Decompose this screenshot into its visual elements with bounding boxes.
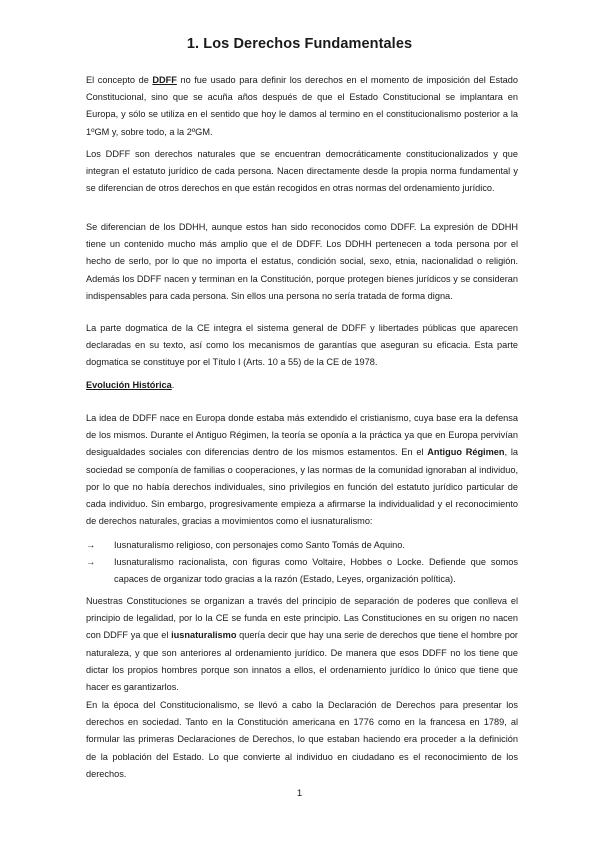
paragraph-text: , la sociedad se componía de familias o cooperaciones, y las normas de la comunidad ignoraban al individuo, por lo que no había derechos individuales, sino privilegios en función del estatuto jurídico particular de cada individuo. Sin embargo, progresivamente empieza a afirmarse la individualidad y el reconocimiento de derechos naturales, gracias a movimientos como el iusnaturalismo: [86,447,518,527]
paragraph-ddff-concept [86,72,518,141]
paragraph-text: no fue usado para definir los derechos en el momento de imposición del Estado Constitucional, sino que se acuña años después de que el Estado Constitucional se implantara en Europa, y sólo se utiliza en el sentido que hoy le damos al termino en el constitucionalismo posterior a la 1ºGM y, sobre todo, a la 2ºGM. [86,75,518,137]
paragraph-separation-of-powers [86,593,518,696]
paragraph-text: El concepto de [86,75,153,85]
section-heading [86,377,174,394]
section-heading-suffix: . [171,380,175,390]
paragraph-text: La idea de DDFF nace en Europa donde estaba más extendido el cristianismo, cuya base era la defensa de los mismos. Durante el Antiguo Régimen, la teoría se oponía a la práctica ya que en Europa pervivían desigualdades sociales con diferencias dentro de los mismos estamentos. En el [86,413,518,458]
bold-term-antiguo-regimen: Antiguo Régimen [427,447,505,458]
ddff-term: DDFF [152,75,177,85]
paragraph-historical-origin [86,410,518,530]
section-heading-title: Evolución Histórica [86,380,172,390]
list-item-text: Iusnaturalismo racionalista, con figuras como Voltaire, Hobbes o Locke. Defiende que somos capaces de organizar todo gracias a la razón (Estado, Leyes, organización política). [114,557,518,585]
list-item [86,554,518,588]
page-number: 1 [296,788,303,799]
paragraph-text: Nuestras Constituciones se organizan a través del principio de separación de poderes que conlleva el principio de legalidad, por lo la CE se funda en este principio. Las Constituciones en su origen no nacen con DDFF ya que el [86,596,518,641]
arrow-right-icon: → [86,540,96,550]
bold-term-iusnaturalismo: iusnaturalismo [171,630,237,641]
paragraph-ddff-definition: Los DDFF son derechos naturales que se encuentran democráticamente constitucionalizados y que integran el estatuto jurídico de cada persona. Nacen directamente desde la propia norma fundamental y se diferencian de otros derechos en que están recogidos en otras normas del ordenamiento jurídico. [86,149,518,194]
list-item-text: Iusnaturalismo religioso, con personajes como Santo Tomás de Aquino. [114,540,405,550]
paragraph-constitutionalism: En la época del Constitucionalismo, se llevó a cabo la Declaración de Derechos para presentar los derechos en sociedad. Tanto en la Constitución americana en 1776 como en la francesa en 1789, al formular las primeras Declaraciones de Derechos, lo que estaban haciendo era proceder a la definición de la población del Estado. Lo que convierte al individuo en ciudadano es el reconocimiento de los derechos. [86,700,518,779]
paragraph-text: quería decir que hay una serie de derechos que tiene el hombre por naturaleza, y que son anteriores al ordenamiento jurídico. De manera que esos DDFF no los tiene que dictar los propios hombres porque son innatos a ellos, el ordenamiento jurídico lo único que tiene que hacer es garantizarlos. [86,630,518,693]
list-item [86,537,518,554]
paragraph-ddhh-difference: Se diferencian de los DDHH, aunque estos han sido reconocidos como DDFF. La expresión de DDHH tiene un contenido mucho más amplio que el de DDFF. Los DDHH pertenecen a toda persona por el hecho de serlo, por lo que no importa el estatus, condición social, sexo, etnia, nacionalidad o religión. Además los DDFF nacen y terminan en la Constitución, porque protegen bienes jurídicos y se consideran indispensables para cada persona. Sin ellos una persona no sería tratada de forma digna. [86,222,518,301]
iusnaturalismo-list [86,537,518,589]
paragraph-dogmatic-part: La parte dogmatica de la CE integra el sistema general de DDFF y libertades públicas que aparecen declaradas en su texto, así como los mecanismos de garantías que aseguran su eficacia. Esta parte dogmatica se constituye por el Título I (Arts. 10 a 55) de la CE de 1978. [86,323,518,368]
document-title: 1. Los Derechos Fundamentales [186,36,413,52]
arrow-right-icon: → [86,557,96,568]
